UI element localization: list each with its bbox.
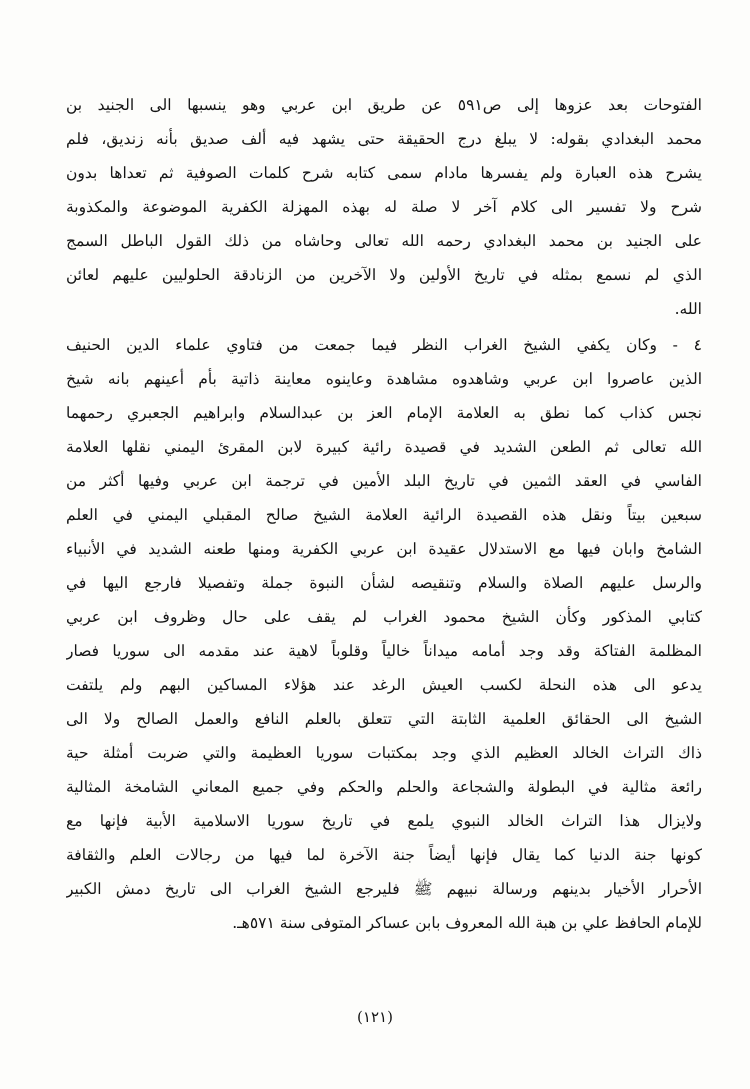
- text-line: الفتوحات بعد عزوها إلى ص٥٩١ عن طريق ابن عربي وهو ينسبها الى الجنيد بن: [66, 96, 702, 114]
- text-line: كتابي المذكور وكأن الشيخ محمود الغراب لم يقف على حال وظروف ابن عربي: [66, 608, 702, 626]
- text-line: الذين عاصروا ابن عربي وشاهدوه مشاهدة وعاينوه معاينة ذاتية بأم أعينهم بانه شيخ: [66, 370, 702, 388]
- text-line: الفاسي في العقد الثمين في تاريخ البلد الأمين في ترجمة ابن عربي وفيها أكثر من: [66, 472, 702, 490]
- text-line: الله.: [674, 300, 702, 318]
- text-line: الشامخ وابان فيها مع الاستدلال عقيدة ابن عربي الكفرية ومنها طعنه الشديد في الأنبياء: [66, 540, 702, 558]
- text-line: سبعين بيتاً ونقل هذه القصيدة الرائية العلامة الشيخ صالح المقبلي اليمني في العلم: [66, 506, 702, 524]
- page-number: (١٢١): [357, 1008, 393, 1026]
- text-line: المظلمة الفتاكة وقد وجد أمامه ميداناً خالياً وقلوباً لاهية عند مقدمه الى سوريا فصار: [66, 642, 702, 660]
- paragraph-2: [66, 328, 702, 940]
- text-line: شرح ولا تفسير الى كلام آخر لا صلة له بهذه المهزلة الكفرية الموضوعة والمكذوبة: [66, 198, 702, 216]
- text-line: على الجنيد بن محمد البغدادي رحمه الله تعالى وحاشاه من ذلك القول الباطل السمج: [66, 232, 702, 250]
- text-line: كونها جنة الدنيا كما يقال فإنها أيضاً جنة الآخرة لما فيها من رجالات العلم والثقافة: [66, 846, 702, 864]
- text-line: رائعة مثالية في البطولة والشجاعة والحلم والحكم وفي جميع المعاني الشامخة المثالية: [66, 778, 702, 796]
- text-line: الشيخ الى الحقائق العلمية الثابتة التي تتعلق بالعلم النافع والعمل الصالح ولا الى: [66, 710, 702, 728]
- text-line: يشرح هذه العبارة ولم يفسرها مادام سمى كتابه شرح كلمات الصوفية ثم تعداها بدون: [66, 164, 702, 182]
- text-line: محمد البغدادي بقوله: لا يبلغ درج الحقيقة حتى يشهد فيه ألف صديق بأنه زنديق، فلم: [66, 130, 702, 148]
- text-line: الله تعالى ثم الطعن الشديد في قصيدة رائية كبيرة لابن المقرئ اليمني نقلها العلامة: [66, 438, 702, 456]
- text-line: والرسل عليهم الصلاة والسلام وتنقيصه لشأن النبوة جملة وتفصيلا فارجع اليها في: [66, 574, 702, 592]
- text-line: الذي لم نسمع بمثله في تاريخ الأولين ولا الآخرين من الزنادقة الحلوليين عليهم لعائن: [66, 266, 702, 284]
- text-line: نجس كذاب كما نطق به العلامة الإمام العز بن عبدالسلام وابراهيم الجعبري رحمهما: [66, 404, 702, 422]
- text-line: ولايزال هذا التراث الخالد النبوي يلمع في تاريخ سوريا الاسلامية الأبية فإنها مع: [66, 812, 702, 830]
- text-line: يدعو الى هذه النحلة لكسب العيش الرغد عند هؤلاء المساكين البهم ولم يلتفت: [66, 676, 702, 694]
- paragraph-1: [66, 88, 702, 326]
- text-line: للإمام الحافظ علي بن هبة الله المعروف بابن عساكر المتوفى سنة ٥٧١هـ.: [232, 914, 702, 932]
- text-line: ذاك التراث الخالد العظيم الذي وجد بمكتبات سوريا العظيمة والتي ضربت أمثلة حية: [66, 744, 702, 762]
- text-line: ٤ - وكان يكفي الشيخ الغراب النظر فيما جمعت من فتاوي علماء الدين الحنيف: [66, 336, 702, 354]
- text-line: الأحرار الأخيار بدينهم ورسالة نبيهم ﷺ فليرجع الشيخ الغراب الى تاريخ دمش الكبير: [66, 880, 702, 898]
